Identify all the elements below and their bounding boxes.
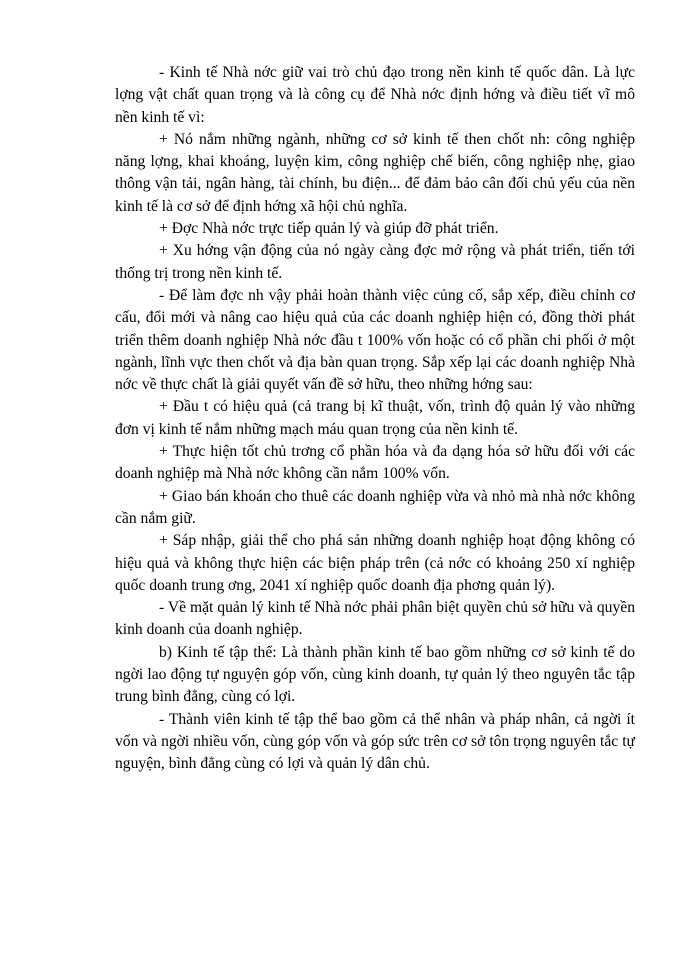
paragraph-state-economy-role: - Kinh tế Nhà nớc giữ vai trò chủ đạo trong nền kinh tế quốc dân. Là lực lợng vật chất quan trọng và là công cụ để Nhà nớc định hớng và điều tiết vĩ mô nền kinh tế vì: (115, 64, 635, 126)
paragraph-restructuring: - Để làm đợc nh vậy phải hoàn thành việc củng cố, sắp xếp, điều chỉnh cơ cấu, đổi mới và nâng cao hiệu quả của các doanh nghiệp hiện có, đồng thời phát triển thêm doanh nghiệp Nhà nớc đầu t 100% vốn hoặc có cổ phần chi phối ở một ngành, lĩnh vực then chốt và địa bàn quan trọng. Sắp xếp lại các doanh nghiệp Nhà nớc về thực chất là giải quyết vấn đề sở hữu, theo những hớng sau: (115, 286, 635, 394)
paragraph-collective-economy: b) Kinh tế tập thể: Là thành phần kinh tế bao gồm những cơ sở kinh tế do ngời lao động tự nguyện góp vốn, cùng kinh doanh, tự quản lý theo nguyên tắc tập trung bình đẳng, cùng có lợi. (115, 643, 635, 706)
paragraph-key-sectors: + Nó nắm những ngành, những cơ sở kinh tế then chốt nh: công nghiệp năng lợng, khai khoáng, luyện kim, công nghiệp chế biến, công nghiệp nhẹ, giao thông vận tải, ngân hàng, tài chính, bu điện... để đảm bảo cân đối chủ yếu của nền kinh tế là cơ sở để định hớng xã hội chủ nghĩa. (115, 130, 635, 215)
paragraph-lease-sale: + Giao bán khoán cho thuê các doanh nghiệp vừa và nhỏ mà nhà nớc không cần nắm giữ. (115, 487, 635, 527)
paragraph-development-trend: + Xu hớng vận động của nó ngày càng đợc mở rộng và phát triển, tiến tới thống trị trong nền kinh tế. (115, 242, 635, 282)
paragraph-ownership-management: - Về mặt quản lý kinh tế Nhà nớc phải phân biệt quyền chủ sở hữu và quyền kinh doanh của doanh nghiệp. (115, 599, 635, 639)
paragraph-collective-members: - Thành viên kinh tế tập thể bao gồm cả thể nhân và pháp nhân, cả ngời ít vốn và ngời nhiều vốn, cùng góp vốn và góp sức trên cơ sở tôn trọng nguyên tắc tự nguyện, bình đẳng cùng có lợi và quản lý dân chủ. (115, 710, 635, 773)
paragraph-merger-dissolution: + Sáp nhập, giải thể cho phá sản những doanh nghiệp hoạt động không có hiệu quả và không thực hiện các biện pháp trên (cả nớc có khoảng 250 xí nghiệp quốc doanh trung ơng, 2041 xí nghiệp quốc doanh địa phơng quản lý). (115, 532, 635, 594)
paragraph-effective-investment: + Đầu t có hiệu quả (cả trang bị kĩ thuật, vốn, trình độ quản lý vào những đơn vị kinh tế nắm những mạch máu quan trọng của nền kinh tế. (115, 398, 635, 438)
paragraph-state-support: + Đợc Nhà nớc trực tiếp quản lý và giúp đỡ phát triển. (159, 220, 499, 238)
document-page (115, 62, 635, 776)
paragraph-equitization: + Thực hiện tốt chủ trơng cổ phần hóa và đa dạng hóa sở hữu đối với các doanh nghiệp mà Nhà nớc không cần nắm 100% vốn. (115, 443, 635, 483)
